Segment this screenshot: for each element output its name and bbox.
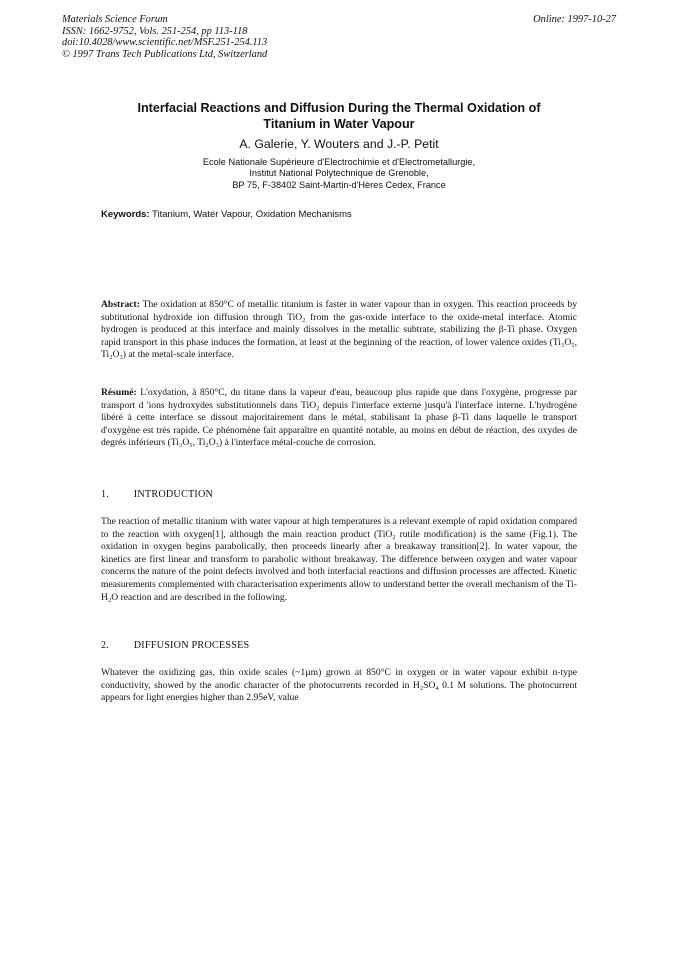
- section-1-body: [101, 516, 577, 604]
- keywords-text: Titanium, Water Vapour, Oxidation Mechanisms: [152, 209, 352, 220]
- abstract: [101, 299, 577, 362]
- journal-name: Materials Science Forum: [62, 14, 168, 25]
- title-line-1: Interfacial Reactions and Diffusion During the Thermal Oxidation of: [137, 101, 541, 115]
- keywords-label: Keywords:: [101, 209, 150, 220]
- resume: [101, 387, 577, 450]
- affiliation-line-3: BP 75, F-38402 Saint-Martin-d'Hères Cedex, France: [232, 179, 446, 190]
- section-1-number: 1.: [101, 489, 110, 500]
- section-2-number: 2.: [101, 640, 110, 651]
- abstract-text: The oxidation at 850°C of metallic titanium is faster in water vapour than in oxygen. This reaction proceeds by subtitutional hydroxide ion diffusion through TiO₂ from the gas-oxide interface to the oxide-metal interface. Atomic hydrogen is produced at this interface and mainly dissolves in the metallic subtrate, stabilizing the β-Ti phase. Oxygen rapid transport in this phase induces the formation, at least at the beginning of the reaction, of lower valence oxides (Ti₃O₅, Ti₂O₃) at the metal-scale interface.: [101, 299, 577, 361]
- section-1-text: The reaction of metallic titanium with water vapour at high temperatures is a relevant exemple of rapid oxidation compared to the reaction with oxygen[1], although the main reaction product (TiO₂ rutile modification) is the same (Fig.1). The oxidation in oxygen begins parabolically, then proceeds linearly after a breakaway transition[2]. In water vapour, the kinetics are first linear and transform to parabolic without breakaway. The difference between oxygen and water vapour concerns the nature of the point defects involved and both interfacial reactions and diffusion processes are affected. Kinetic measurements complemented with characterisation experiments allow to understand better the overall mechanism of the Ti-H₂O reaction and are described in the following.: [101, 516, 577, 603]
- abstract-label: Abstract:: [101, 299, 140, 310]
- authors: A. Galerie, Y. Wouters and J.-P. Petit: [239, 137, 439, 151]
- title-line-2: Titanium in Water Vapour: [263, 116, 415, 131]
- section-2-heading: [101, 640, 249, 651]
- copyright-line: © 1997 Trans Tech Publications Ltd, Switzerland: [62, 48, 268, 60]
- section-1-title: INTRODUCTION: [133, 489, 214, 500]
- section-1-heading: [101, 489, 213, 500]
- section-2-text: Whatever the oxidizing gas, thin oxide scales (~1µm) grown at 850°C in oxygen or in water vapour exhibit n-type conductivity, showed by the anodic character of the photocurrents recorded in H₂SO₄ 0.1 M solutions. The photocurrent appears for light energies higher than 2.95eV, value: [101, 667, 577, 704]
- section-2-title: DIFFUSION PROCESSES: [133, 640, 250, 651]
- section-2-body: [101, 667, 577, 705]
- doi-link[interactable]: doi:10.4028/www.scientific.net/MSF.251-254.113: [62, 37, 268, 49]
- keywords: [101, 209, 581, 220]
- paper-title: [100, 101, 578, 132]
- affiliation-line-2: Institut National Polytechnique de Grenoble,: [249, 168, 429, 179]
- affiliation: [100, 157, 578, 191]
- journal-header: [62, 14, 267, 60]
- resume-label: Résumé:: [101, 387, 137, 398]
- resume-text: L'oxydation, à 850°C, du titane dans la vapeur d'eau, beaucoup plus rapide que dans l'oxygène, progresse par transport d 'ions hydroxydes substitutionnels dans TiO₂ depuis l'interface externe jusqu'à l'interface interne. L'hydrogène libéré à cette interface se dissout majoritairement dans le métal, stabilisant la phase β-Ti dans laquelle le transport d'oxygène est très rapide. Ce phénomène fait apparaître en quantité notable, au moins en début de réaction, des oxydes de degrés inférieurs (Ti₃O₅, Ti₂O₃) à l'interface métal-couche de corrosion.: [101, 387, 577, 449]
- online-date: Online: 1997-10-27: [533, 14, 616, 25]
- affiliation-line-1: Ecole Nationale Supérieure d'Electrochimie et d'Electrometallurgie,: [202, 157, 476, 167]
- issn-line: ISSN: 1662-9752, Vols. 251-254, pp 113-118: [62, 25, 248, 37]
